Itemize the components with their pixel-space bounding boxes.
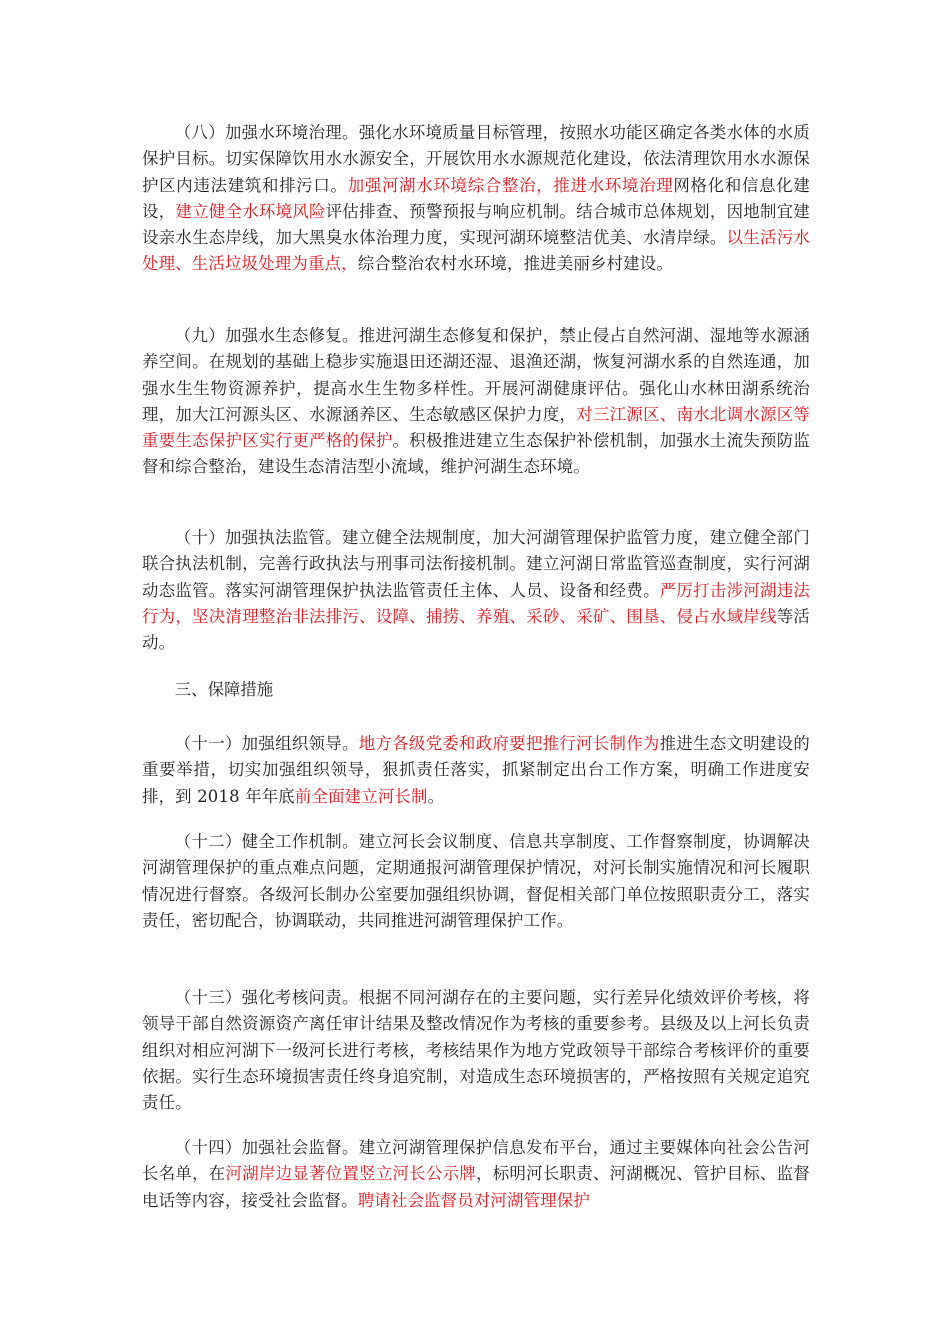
text-segment: 综合整治农村水环境，推进美丽乡村建设。 <box>357 254 673 274</box>
highlighted-segment: 严厉打击涉河湖违法行为，坚决清理整治非法排污、设障、捕捞、养殖、采砂、采矿、围垦、侵占水域岸线 <box>142 580 810 626</box>
text-segment: （十）加强执法监管。建立健全法规制度，加大河湖管理保护监管力度，建立健全部门联合执法机制，完善行政执法与刑事司法衔接机制。建立河湖日常监管巡查制度，实行河湖动态监管。落实河湖管理保护执法监管责任主体、人员、设备和经费。 <box>142 528 810 600</box>
paragraph-11 <box>142 731 810 810</box>
paragraph-9 <box>142 323 810 481</box>
text-segment: 等活动。 <box>142 606 810 653</box>
highlighted-segment: 地方各级党委和政府要把推行河长制作为 <box>358 734 660 753</box>
text-segment: 评估排查、预警预报与响应机制。结合城市总体规划，因地制宜建设亲水生态岸线，加大黑臭水体治理力度，实现河湖环境整洁优美、水清岸绿。 <box>142 201 810 248</box>
paragraph-8 <box>142 120 810 278</box>
text-segment: 。积极推进建立生态保护补偿机制，加强水土流失预防监督和综合整治，建设生态清洁型小流域，维护河湖生态环境。 <box>142 431 811 477</box>
text-segment: （十三）强化考核问责。根据不同河湖存在的主要问题，实行差异化绩效评价考核，将领导干部自然资源资产离任审计结果及整改情况作为考核的重要参考。县级及以上河长负责组织对相应河湖下一级河长进行考核，考核结果作为地方党政领导干部综合考核评价的重要依据。实行生态环境损害责任终身追究制，对造成生态环境损害的，严格按照有关规定追究责任。 <box>142 988 810 1113</box>
highlighted-segment: 以生活污水处理、生活垃圾处理为重点， <box>142 228 811 274</box>
highlighted-segment: 河湖岸边显著位置竖立河长公示牌 <box>225 1164 477 1184</box>
section-heading: 三、保障措施 <box>174 680 274 699</box>
highlighted-segment: 加强河湖水环境综合整治，推进水环境治理 <box>347 175 674 195</box>
paragraph-13 <box>142 985 810 1116</box>
highlighted-segment: 对三江源区、南水北调水源区等重要生态保护区实行更严格的保护 <box>142 404 810 451</box>
highlighted-segment: 聘请社会监督员对河湖管理保护 <box>357 1190 590 1210</box>
highlighted-segment: 前全面建立河长制 <box>294 786 428 806</box>
text-segment: （十一）加强组织领导。 <box>174 734 359 753</box>
paragraph-12 <box>142 829 810 934</box>
text-segment: 。 <box>427 786 445 806</box>
text-segment: ，标明河长职责、河湖概况、管护目标、监督电话等内容，接受社会监督。 <box>142 1164 811 1210</box>
highlighted-segment: 建立健全水环境风险 <box>175 201 326 221</box>
paragraph-10 <box>142 525 810 656</box>
text-segment: 推进生态文明建设的重要举措，切实加强组织领导，狠抓责任落实，抓紧制定出台工作方案，明确工作进度安排，到 2018 年年底 <box>142 734 810 806</box>
text-segment: （十二）健全工作机制。建立河长会议制度、信息共享制度、工作督察制度，协调解决河湖管理保护的重点难点问题，定期通报河湖管理保护情况，对河长制实施情况和河长履职情况进行督察。各级河长制办公室要加强组织协调，督促相关部门单位按照职责分工，落实责任，密切配合，协调联动，共同推进河湖管理保护工作。 <box>142 832 810 930</box>
text-segment: （十四）加强社会监督。建立河湖管理保护信息发布平台，通过主要媒体向社会公告河长名单，在 <box>142 1138 810 1184</box>
paragraph-14 <box>142 1135 810 1214</box>
text-segment: （九）加强水生态修复。推进河湖生态修复和保护，禁止侵占自然河湖、湿地等水源涵养空间。在规划的基础上稳步实施退田还湖还湿、退渔还湖，恢复河湖水系的自然连通，加强水生生物资源养护，提高水生生物多样性。开展河湖健康评估。强化山水林田湖系统治理，加大江河源头区、水源涵养区、生态敏感区保护力度， <box>142 326 810 424</box>
text-segment: 网格化和信息化建设， <box>142 175 810 221</box>
text-segment: （八）加强水环境治理。强化水环境质量目标管理，按照水功能区确定各类水体的水质保护目标。切实保障饮用水水源安全，开展饮用水水源规范化建设，依法清理饮用水水源保护区内违法建筑和排污口。 <box>142 123 810 195</box>
